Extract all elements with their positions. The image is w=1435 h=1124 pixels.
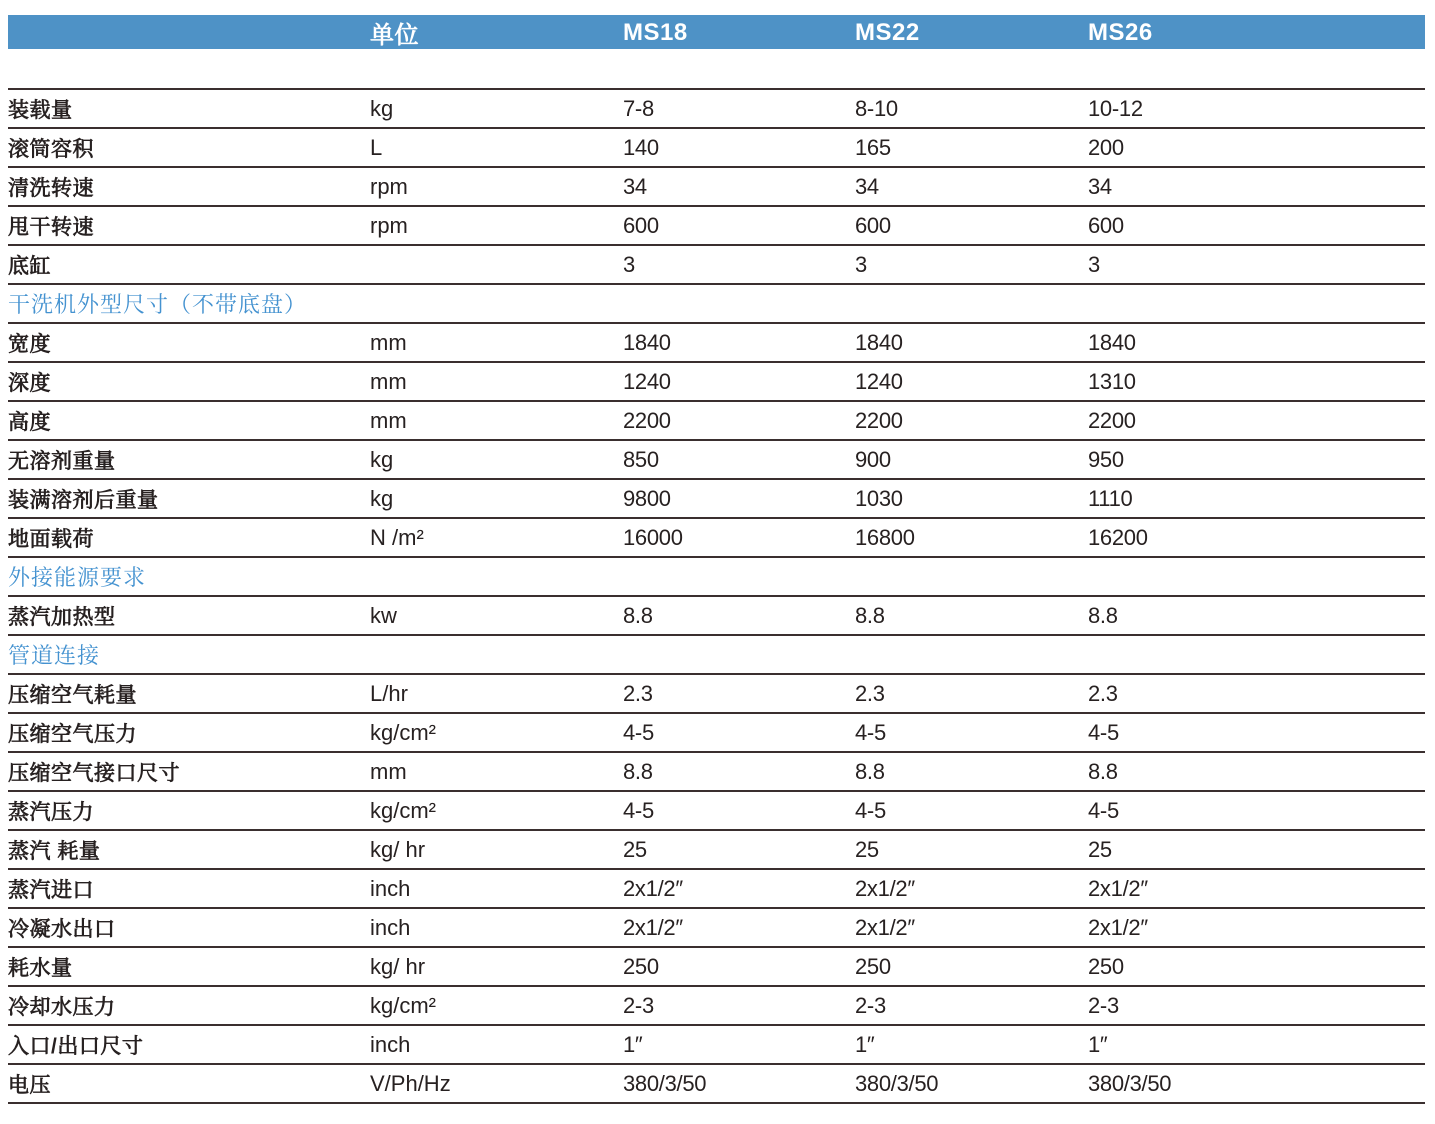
spec-table-body	[8, 88, 1425, 1104]
row-label: 高度	[8, 410, 51, 434]
row-value-ms18: 2-3	[623, 992, 654, 1018]
row-unit: mm	[370, 758, 407, 784]
row-value-ms22: 8.8	[855, 602, 885, 628]
row-label: 冷凝水出口	[8, 917, 116, 941]
row-label: 压缩空气耗量	[8, 683, 137, 707]
row-unit: mm	[370, 368, 407, 394]
row-unit: kg	[370, 446, 394, 472]
row-value-ms18: 250	[623, 953, 659, 979]
table-row	[8, 792, 1425, 831]
row-label: 装满溶剂后重量	[8, 488, 159, 512]
row-label: 滚筒容积	[8, 137, 94, 161]
row-label: 压缩空气压力	[8, 722, 137, 746]
row-value-ms18: 7-8	[623, 95, 654, 121]
row-label: 蒸汽 耗量	[8, 839, 101, 863]
row-value-ms18: 380/3/50	[623, 1070, 707, 1096]
row-value-ms22: 1″	[855, 1031, 875, 1057]
row-value-ms22: 1030	[855, 485, 903, 511]
row-value-ms18: 1″	[623, 1031, 643, 1057]
row-value-ms22: 1240	[855, 368, 903, 394]
row-value-ms26: 380/3/50	[1088, 1070, 1172, 1096]
row-label: 蒸汽加热型	[8, 605, 116, 629]
row-value-ms18: 1840	[623, 329, 671, 355]
row-value-ms26: 1110	[1088, 485, 1133, 511]
row-value-ms22: 25	[855, 836, 879, 862]
row-value-ms26: 3	[1088, 251, 1100, 277]
row-value-ms26: 25	[1088, 836, 1112, 862]
table-row	[8, 441, 1425, 480]
row-value-ms26: 4-5	[1088, 797, 1119, 823]
row-unit: V/Ph/Hz	[370, 1070, 451, 1096]
row-label: 蒸汽压力	[8, 800, 94, 824]
row-value-ms26: 2-3	[1088, 992, 1119, 1018]
section-title: 外接能源要求	[8, 565, 147, 590]
row-value-ms26: 2x1/2″	[1088, 914, 1148, 940]
table-header-row	[8, 15, 1425, 49]
table-row	[8, 1065, 1425, 1104]
row-label: 地面载荷	[8, 527, 94, 551]
row-value-ms26: 10-12	[1088, 95, 1143, 121]
row-value-ms26: 250	[1088, 953, 1124, 979]
table-row	[8, 675, 1425, 714]
row-value-ms26: 600	[1088, 212, 1124, 238]
row-value-ms22: 2x1/2″	[855, 875, 915, 901]
row-value-ms26: 2200	[1088, 407, 1136, 433]
table-row	[8, 597, 1425, 636]
row-value-ms26: 4-5	[1088, 719, 1119, 745]
row-value-ms18: 2.3	[623, 680, 653, 706]
row-value-ms22: 16800	[855, 524, 915, 550]
header-unit-column: 单位	[370, 22, 419, 49]
row-value-ms22: 250	[855, 953, 891, 979]
row-value-ms18: 8.8	[623, 602, 653, 628]
table-row	[8, 207, 1425, 246]
row-value-ms18: 850	[623, 446, 659, 472]
row-unit: rpm	[370, 173, 408, 199]
row-value-ms26: 8.8	[1088, 602, 1118, 628]
row-label: 电压	[8, 1073, 51, 1097]
table-row	[8, 129, 1425, 168]
row-label: 底缸	[8, 254, 51, 278]
row-unit: N /m²	[370, 524, 424, 550]
table-row	[8, 246, 1425, 285]
row-value-ms26: 2x1/2″	[1088, 875, 1148, 901]
row-value-ms22: 1840	[855, 329, 903, 355]
row-value-ms26: 1″	[1088, 1031, 1108, 1057]
row-value-ms18: 4-5	[623, 719, 654, 745]
row-value-ms18: 2x1/2″	[623, 875, 683, 901]
section-title: 管道连接	[8, 643, 101, 668]
table-row	[8, 402, 1425, 441]
row-label: 深度	[8, 371, 51, 395]
table-row	[8, 90, 1425, 129]
row-label: 无溶剂重量	[8, 449, 116, 473]
row-value-ms22: 8.8	[855, 758, 885, 784]
row-value-ms22: 4-5	[855, 797, 886, 823]
row-value-ms22: 2-3	[855, 992, 886, 1018]
row-value-ms26: 1310	[1088, 368, 1136, 394]
table-row	[8, 948, 1425, 987]
header-model-ms22: MS22	[855, 18, 920, 46]
row-value-ms18: 600	[623, 212, 659, 238]
section-row	[8, 636, 1425, 675]
row-label: 压缩空气接口尺寸	[8, 761, 180, 785]
row-unit: mm	[370, 407, 407, 433]
row-label: 装载量	[8, 98, 73, 122]
row-value-ms22: 2200	[855, 407, 903, 433]
row-value-ms22: 2.3	[855, 680, 885, 706]
row-unit: kg/ hr	[370, 836, 426, 862]
row-unit: kw	[370, 602, 397, 628]
row-value-ms26: 950	[1088, 446, 1124, 472]
table-row	[8, 753, 1425, 792]
row-value-ms18: 1240	[623, 368, 671, 394]
table-row	[8, 1026, 1425, 1065]
section-title: 干洗机外型尺寸（不带底盘）	[8, 292, 308, 317]
row-value-ms22: 34	[855, 173, 879, 199]
row-unit: kg/ hr	[370, 953, 426, 979]
row-value-ms26: 8.8	[1088, 758, 1118, 784]
row-value-ms26: 34	[1088, 173, 1112, 199]
row-label: 蒸汽进口	[8, 878, 94, 902]
header-model-ms18: MS18	[623, 18, 688, 46]
row-value-ms26: 2.3	[1088, 680, 1118, 706]
row-label: 冷却水压力	[8, 995, 116, 1019]
row-value-ms22: 900	[855, 446, 891, 472]
table-row	[8, 519, 1425, 558]
row-unit: rpm	[370, 212, 408, 238]
row-unit: inch	[370, 914, 411, 940]
row-value-ms22: 3	[855, 251, 867, 277]
table-row	[8, 987, 1425, 1026]
row-value-ms22: 2x1/2″	[855, 914, 915, 940]
row-unit: L/hr	[370, 680, 408, 706]
row-value-ms22: 380/3/50	[855, 1070, 939, 1096]
row-label: 耗水量	[8, 956, 73, 980]
table-row	[8, 168, 1425, 207]
row-unit: kg/cm²	[370, 992, 436, 1018]
row-value-ms18: 2x1/2″	[623, 914, 683, 940]
row-value-ms22: 4-5	[855, 719, 886, 745]
row-value-ms26: 200	[1088, 134, 1124, 160]
row-unit: inch	[370, 1031, 411, 1057]
table-row	[8, 909, 1425, 948]
row-value-ms18: 16000	[623, 524, 683, 550]
row-value-ms26: 1840	[1088, 329, 1136, 355]
row-unit: kg	[370, 485, 394, 511]
row-value-ms18: 4-5	[623, 797, 654, 823]
table-row	[8, 714, 1425, 753]
row-label: 入口/出口尺寸	[8, 1034, 144, 1058]
spec-sheet	[0, 15, 1435, 1124]
row-value-ms18: 2200	[623, 407, 671, 433]
row-label: 清洗转速	[8, 176, 94, 200]
section-row	[8, 285, 1425, 324]
row-unit: kg/cm²	[370, 719, 436, 745]
row-unit: kg/cm²	[370, 797, 436, 823]
row-label: 甩干转速	[8, 215, 94, 239]
row-value-ms18: 34	[623, 173, 647, 199]
row-value-ms18: 25	[623, 836, 647, 862]
header-gap	[8, 49, 1425, 88]
table-row	[8, 870, 1425, 909]
row-label: 宽度	[8, 332, 51, 356]
header-model-ms26: MS26	[1088, 18, 1153, 46]
section-row	[8, 558, 1425, 597]
table-row	[8, 480, 1425, 519]
row-value-ms18: 8.8	[623, 758, 653, 784]
row-value-ms22: 8-10	[855, 95, 898, 121]
table-row	[8, 324, 1425, 363]
row-value-ms18: 140	[623, 134, 659, 160]
row-value-ms18: 3	[623, 251, 635, 277]
row-value-ms22: 600	[855, 212, 891, 238]
row-unit: L	[370, 134, 383, 160]
row-unit: inch	[370, 875, 411, 901]
row-value-ms26: 16200	[1088, 524, 1148, 550]
row-value-ms22: 165	[855, 134, 891, 160]
row-unit: kg	[370, 95, 394, 121]
table-row	[8, 363, 1425, 402]
table-row	[8, 831, 1425, 870]
row-unit: mm	[370, 329, 407, 355]
row-value-ms18: 9800	[623, 485, 671, 511]
